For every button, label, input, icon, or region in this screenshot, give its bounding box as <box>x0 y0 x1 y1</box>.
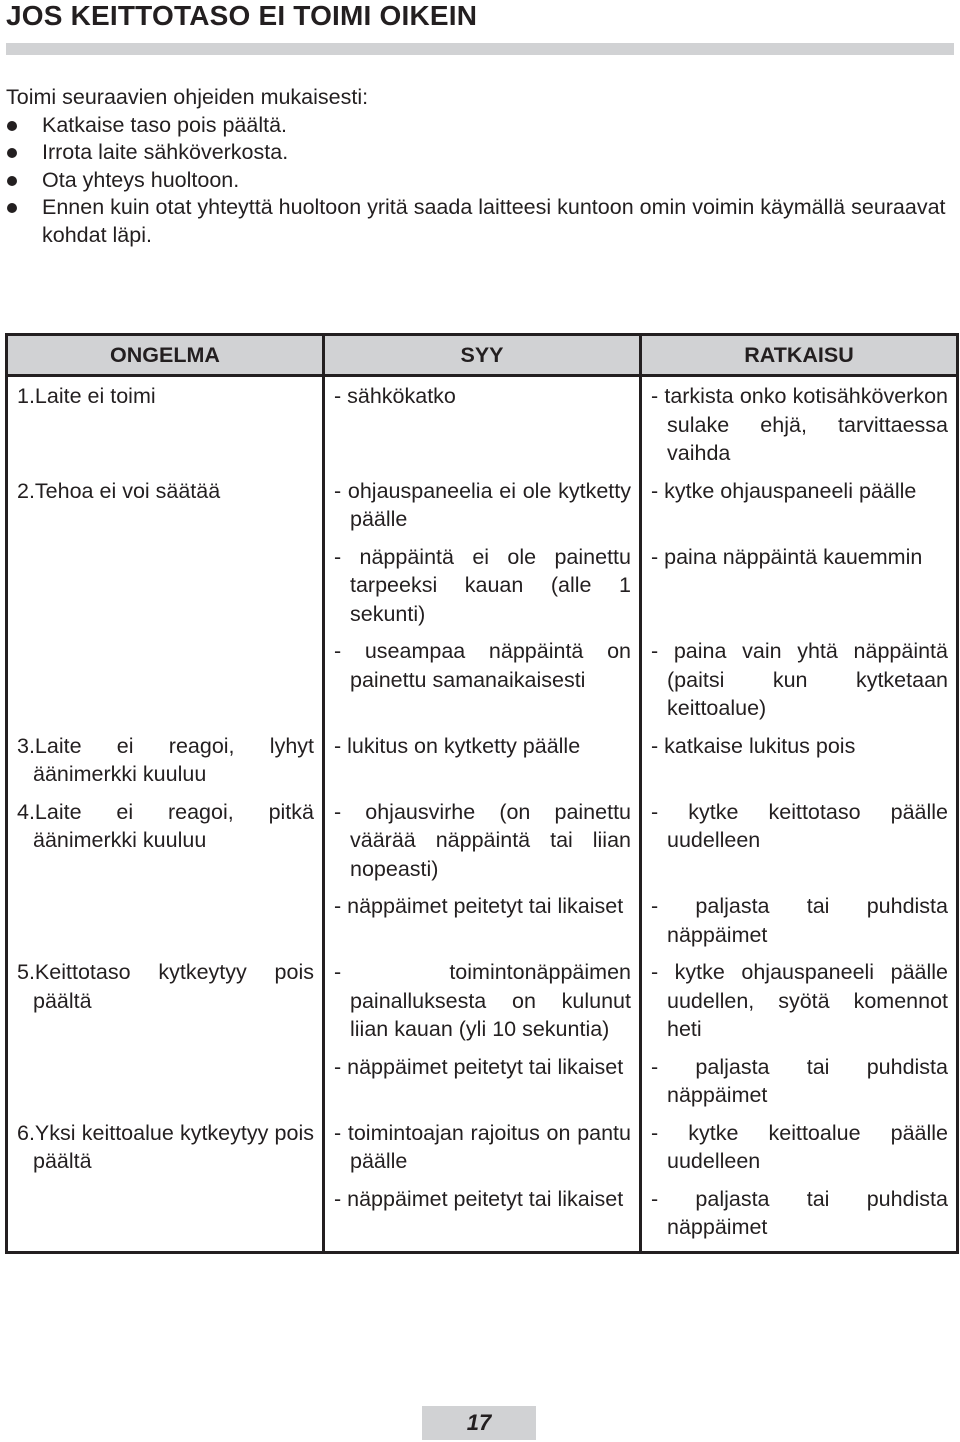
intro-lead: Toimi seuraavien ohjeiden mukaisesti: <box>6 85 369 109</box>
solution-cell: - paljasta tai puhdista näppäimet <box>651 1186 948 1239</box>
troubleshooting-table <box>5 333 959 1254</box>
cause-cell: - toimintoajan rajoitus on pantu päälle <box>334 1120 631 1173</box>
solution-cell: - paljasta tai puhdista näppäimet <box>651 894 948 947</box>
solution-cell: - kytke keittoalue päälle uudelleen <box>651 1120 948 1173</box>
intro-bullet <box>6 167 956 195</box>
solution-cell: - kytke keittotaso päälle uudelleen <box>651 799 948 852</box>
column-header-solution: RATKAISU <box>641 335 958 376</box>
page-number: 17 <box>422 1406 536 1440</box>
intro-bullet-text: Katkaise taso pois päältä. <box>42 112 288 137</box>
bullet-icon <box>7 121 17 131</box>
table-row <box>7 1119 958 1185</box>
cause-cell: - toimintonäppäimen painalluksesta on kulunut liian kauan (yli 10 sekuntia) <box>334 960 631 1041</box>
cause-cell: - ohjauspaneelia ei ole kytketty päälle <box>334 478 631 531</box>
column-header-problem: ONGELMA <box>7 335 324 376</box>
intro-bullet <box>6 194 956 249</box>
column-header-cause: SYY <box>324 335 641 376</box>
table-row <box>7 543 958 638</box>
problem-cell: 4.Laite ei reagoi, pitkä äänimerkki kuuluu <box>17 799 314 852</box>
bullet-icon <box>7 148 17 158</box>
bullet-icon <box>7 203 17 213</box>
solution-cell: - kytke ohjauspaneeli päälle uudellen, syötä komennot heti <box>651 960 948 1041</box>
cause-cell: - lukitus on kytketty päälle <box>334 733 581 758</box>
cause-cell: - sähkökatko <box>334 384 456 408</box>
problem-cell: 1.Laite ei toimi <box>17 384 156 408</box>
intro-bullet-text: Ota yhteys huoltoon. <box>42 167 240 192</box>
page-title: JOS KEITTOTASO EI TOIMI OIKEIN <box>6 0 478 31</box>
intro-bullet-list <box>6 112 956 250</box>
solution-cell: - paina näppäintä kauemmin <box>651 544 923 569</box>
title-rule <box>6 43 954 55</box>
table-row <box>7 637 958 732</box>
table-row <box>7 1185 958 1253</box>
cause-cell: - näppäimet peitetyt tai likaiset <box>334 894 624 918</box>
cause-cell: - näppäintä ei ole painettu tarpeeksi kauan (alle 1 sekunti) <box>334 544 631 626</box>
intro-bullet <box>6 112 956 140</box>
table-header-row <box>7 335 958 376</box>
intro-section <box>6 84 956 249</box>
problem-cell: 3.Laite ei reagoi, lyhyt äänimerkki kuuluu <box>17 733 314 786</box>
table-row <box>7 892 958 958</box>
problem-cell: 2.Tehoa ei voi säätää <box>17 478 221 503</box>
table-row <box>7 477 958 543</box>
solution-cell: - katkaise lukitus pois <box>651 733 856 758</box>
problem-cell: 5.Keittotaso kytkeytyy pois päältä <box>17 960 314 1013</box>
intro-bullet-text: Ennen kuin otat yhteyttä huoltoon yritä saada laitteesi kuntoon omin voimin käymällä seuraavat kohdat läpi. <box>42 195 946 247</box>
table-row <box>7 732 958 798</box>
table-row <box>7 958 958 1053</box>
solution-cell: - tarkista onko kotisähköverkon sulake ehjä, tarvittaessa vaihda <box>651 384 948 465</box>
intro-bullet <box>6 139 956 167</box>
intro-bullet-text: Irrota laite sähköverkosta. <box>42 140 289 164</box>
cause-cell: - näppäimet peitetyt tai likaiset <box>334 1186 624 1211</box>
table-row <box>7 798 958 893</box>
solution-cell: - paljasta tai puhdista näppäimet <box>651 1054 948 1107</box>
table-row <box>7 1053 958 1119</box>
bullet-icon <box>7 176 17 186</box>
cause-cell: - useampaa näppäintä on painettu samanaikaisesti <box>334 639 631 692</box>
problem-cell: 6.Yksi keittoalue kytkeytyy pois päältä <box>17 1120 314 1173</box>
solution-cell: - kytke ohjauspaneeli päälle <box>651 478 917 503</box>
cause-cell: - ohjausvirhe (on painettu väärää näppäintä tai liian nopeasti) <box>334 799 631 881</box>
table-row <box>7 376 958 477</box>
cause-cell: - näppäimet peitetyt tai likaiset <box>334 1054 624 1079</box>
solution-cell: - paina vain yhtä näppäintä (paitsi kun kytketaan keittoalue) <box>651 639 948 720</box>
